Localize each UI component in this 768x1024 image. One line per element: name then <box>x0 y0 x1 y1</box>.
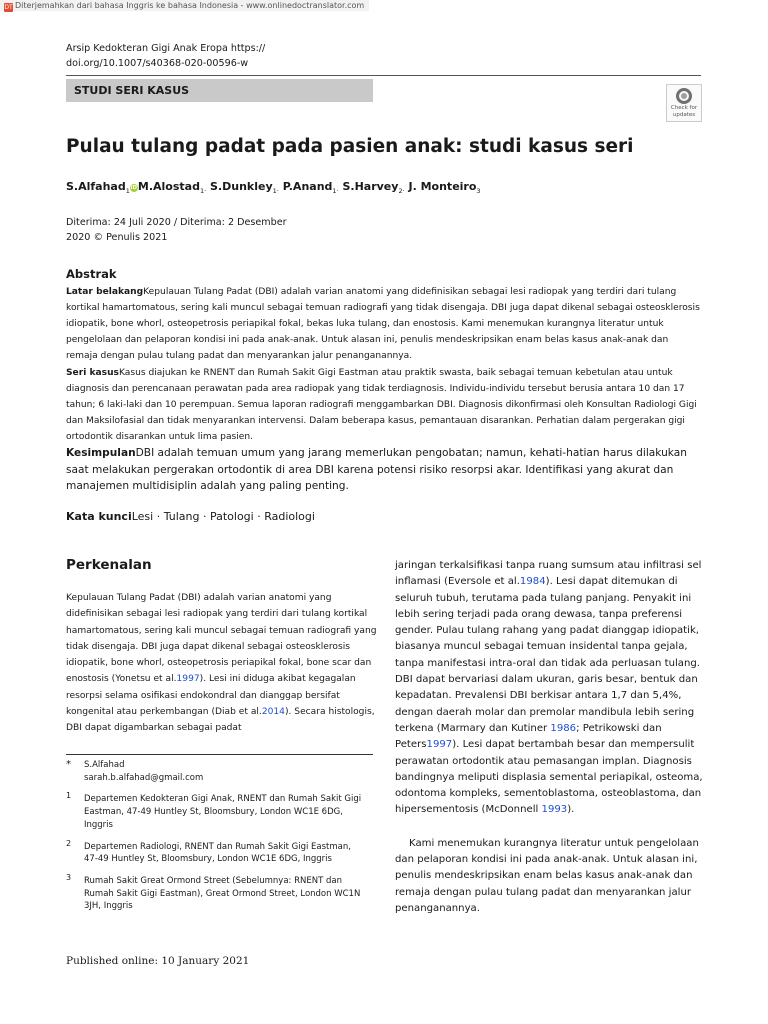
translator-banner-text: Diterjemahkan dari bahasa Inggris ke bahasa Indonesia - www.onlinedoctranslator.com <box>15 1 365 10</box>
citation-link[interactable]: 1984 <box>519 576 546 588</box>
abstract-conclusion-label: Kesimpulan <box>66 447 136 459</box>
author-affiliation: 2 <box>398 187 403 196</box>
footnote-mark: 3 <box>66 872 72 882</box>
abstract-conclusion-text: DBI adalah temuan umum yang jarang memerlukan pengobatan; namun, kehati-hatian harus dilakukan saat melakukan pergerakan ortodontik di area DBI karena potensi risiko resorpsi akar. Identifikasi yang akurat dan manajemen multidisiplin adalah yang paling penting. <box>66 447 687 492</box>
abstract-background <box>66 284 700 364</box>
intro-text: ; Petrikowski dan Peters <box>395 722 662 751</box>
author-affiliation: 1 <box>332 187 337 196</box>
intro-text: Kepulauan Tulang Padat (DBI) adalah varian anatomi yang didefinisikan sebagai lesi radiopak yang terdiri dari tulang kortikal hamartomatous, sering kali muncul sebagai temuan radiografi yang tidak disengaja. DBI juga dapat dikenal sebagai osteosklerosis idiopatik, bone whorl, osteopetrosis periapikal fokal, bone scar dan enostosis (Yonetsu et al. <box>66 593 377 685</box>
affiliation-text: Rumah Sakit Great Ormond Street (Sebelumnya: RNENT dan Rumah Sakit Gigi Eastman), Great Ormond Street, London WC1N 3JH, Inggris <box>84 875 361 912</box>
intro-text: ). Secara histologis, DBI dapat digambarkan sebagai padat <box>66 707 375 734</box>
intro-right-paragraph-1 <box>395 558 705 819</box>
footnotes <box>66 759 366 922</box>
keywords <box>66 509 315 525</box>
intro-text: jaringan terkalsifikasi tanpa ruang sumsum atau infiltrasi sel inflamasi (Eversole et al. <box>395 560 702 588</box>
check-for-updates-badge[interactable] <box>666 84 702 122</box>
check-updates-icon <box>676 88 692 104</box>
abstract-conclusion <box>66 445 700 495</box>
affiliation-note <box>66 793 366 831</box>
article-title: Pulau tulang padat pada pasien anak: studi kasus seri <box>66 136 634 157</box>
keywords-label: Kata kunci <box>66 510 132 523</box>
abstract-cases-text: Kasus diajukan ke RNENT dan Rumah Sakit Gigi Eastman atau praktik swasta, baik sebagai temuan kebetulan atau untuk diagnosis dan perencanaan perawatan pada area radiopak yang tidak terdiagnosis. Individu-individu tersebut berusia antara 10 dan 17 tahun; 6 laki-laki dan 10 perempuan. Semua laporan radiografi menggambarkan DBI. Diagnosis dikonfirmasi oleh Konsultan Radiologi Gigi dan Maksilofasial dan tidak menyarankan intervensi. Dalam beberapa kasus, pemantauan disarankan. Perhatian dalam pergerakan gigi ortodontik disarankan untuk lima pasien. <box>66 368 697 442</box>
author-affiliation: 3 <box>476 187 481 196</box>
orcid-icon[interactable]: iD <box>130 185 138 191</box>
journal-doi[interactable]: doi.org/10.1007/s40368-020-00596-w <box>66 57 249 69</box>
intro-text: ). Lesi ini diduga akibat kegagalan resorpsi selama osifikasi endokondral dan dianggap bersifat kongenital atau perkembangan (Diab et al. <box>66 674 356 718</box>
journal-citation <box>66 42 265 71</box>
published-online-date: Published online: 10 January 2021 <box>66 955 250 967</box>
author-name[interactable]: M.Alostad <box>137 180 200 193</box>
received-accepted-dates: Diterima: 24 Juli 2020 / Diterima: 2 Desember <box>66 217 287 228</box>
affiliation-note <box>66 838 366 866</box>
citation-link[interactable]: 1993 <box>541 804 568 816</box>
journal-line-1: Arsip Kedokteran Gigi Anak Eropa https:// <box>66 43 266 54</box>
author-name[interactable]: J. Monteiro <box>408 180 477 193</box>
intro-right-column <box>395 558 705 917</box>
intro-left-column <box>66 590 377 737</box>
intro-text: ). Lesi dapat ditemukan di seluruh tubuh, terutama pada tulang panjang. Penyakit ini lebih sering terjadi pada orang dewasa, tanpa preferensi gender. Pulau tulang rahang yang padat dianggap idiopatik, biasanya muncul sebagai temuan insidental tanpa gejala, tanpa manifestasi intra-oral dan tidak ada perluasan tulang. DBI dapat bervariasi dalam ukuran, garis besar, bentuk dan kepadatan. Prevalensi DBI berkisar antara 1,7 dan 5,4%, dengan daerah molar dan premolar mandibula lebih sering terkena (Marmary dan Kutiner <box>395 576 701 734</box>
abstract-cases-label: Seri kasus <box>66 368 119 378</box>
article-dates <box>66 216 326 245</box>
header-rule <box>66 75 701 76</box>
intro-text: ). <box>567 804 575 816</box>
abstract-heading: Abstrak <box>66 267 117 281</box>
corresponding-author-note <box>66 759 366 784</box>
author-name[interactable]: S.Dunkley <box>210 180 273 193</box>
author-name[interactable]: P.Anand <box>282 180 333 193</box>
citation-link[interactable]: 1997 <box>426 739 453 751</box>
intro-right-paragraph-2: Kami menemukan kurangnya literatur untuk pengelolaan dan pelaporan kondisi ini pada anak-anak. Untuk alasan ini, penulis mendeskripsikan enam belas kasus anak-anak dan remaja dengan pulau tulang padat dan menyarankan jalur penanganannya. <box>395 837 699 914</box>
author-list: S.Alfahad$_1$iDM.Alostad$_{1\cdot}$ S.Dunkley$_{1\cdot}$ P.Anand$_{1\cdot}$ S.Harvey$_{2\cdot}$ J. Monteiro$_3$ <box>66 180 481 196</box>
article-type-bar: STUDI SERI KASUS <box>66 79 373 102</box>
keywords-text: Lesi · Tulang · Patologi · Radiologi <box>131 510 315 523</box>
citation-link[interactable]: 1997 <box>176 674 200 685</box>
corresponding-author-name: S.Alfahad <box>84 760 125 770</box>
footnote-rule <box>66 754 373 755</box>
author-name[interactable]: S.Harvey <box>342 180 399 193</box>
footnote-mark: * <box>66 759 71 770</box>
intro-text: ). Lesi dapat bertambah besar dan mempersulit perawatan ortodontik atau pemasangan implan. Diagnosis bandingnya meliputi displasia semental periapikal, osteoma, odontoma kompleks, sementoblastoma, osteoblastoma, dan hipersementosis (McDonnell <box>395 739 703 816</box>
author-affiliation: 1 <box>199 187 205 196</box>
check-updates-label-1: Check for <box>670 105 698 111</box>
section-heading-introduction: Perkenalan <box>66 557 152 573</box>
translator-banner <box>0 0 369 11</box>
affiliation-text: Departemen Radiologi, RNENT dan Rumah Sakit Gigi Eastman, 47-49 Huntley St, Bloomsbury, London WC1E 6DG, Inggris <box>84 841 351 865</box>
author-name[interactable]: S.Alfahad <box>66 180 126 193</box>
author-affiliation: 1 <box>125 187 130 196</box>
corresponding-author-email[interactable]: sarah.b.alfahad@gmail.com <box>84 772 204 783</box>
footnote-mark: 1 <box>66 791 72 801</box>
abstract-cases <box>66 365 700 445</box>
abstract-background-text: Kepulauan Tulang Padat (DBI) adalah varian anatomi yang didefinisikan sebagai lesi radiopak yang terdiri dari tulang kortikal hamartomatous, sering kali muncul sebagai temuan radiografi yang tidak disengaja. DBI juga dapat dikenal sebagai osteosklerosis idiopatik, bone whorl, osteopetrosis periapikal fokal, bekas luka tulang, dan enostosis. Kami menemukan kurangnya literatur untuk pengelolaan dan pelaporan kondisi ini pada anak-anak. Untuk alasan ini, penulis mendeskripsikan enam belas kasus anak-anak dan remaja dengan pulau tulang padat dan menyarankan jalur penanganannya. <box>66 287 700 361</box>
copyright-line: 2020 © Penulis 2021 <box>66 231 168 243</box>
citation-link[interactable]: 1986 <box>550 722 577 734</box>
abstract-background-label: Latar belakang <box>66 287 144 297</box>
check-updates-label-2: updates <box>672 112 696 118</box>
affiliation-text: Departemen Kedokteran Gigi Anak, RNENT dan Rumah Sakit Gigi Eastman, 47-49 Huntley St, Bloomsbury, London WC1E 6DG, Inggris <box>84 794 362 830</box>
footnote-mark: 2 <box>66 838 72 848</box>
translator-logo-icon: DT <box>4 4 13 11</box>
affiliation-note <box>66 872 366 913</box>
author-affiliation: 1 <box>272 187 277 196</box>
citation-link[interactable]: 2014 <box>261 707 285 718</box>
